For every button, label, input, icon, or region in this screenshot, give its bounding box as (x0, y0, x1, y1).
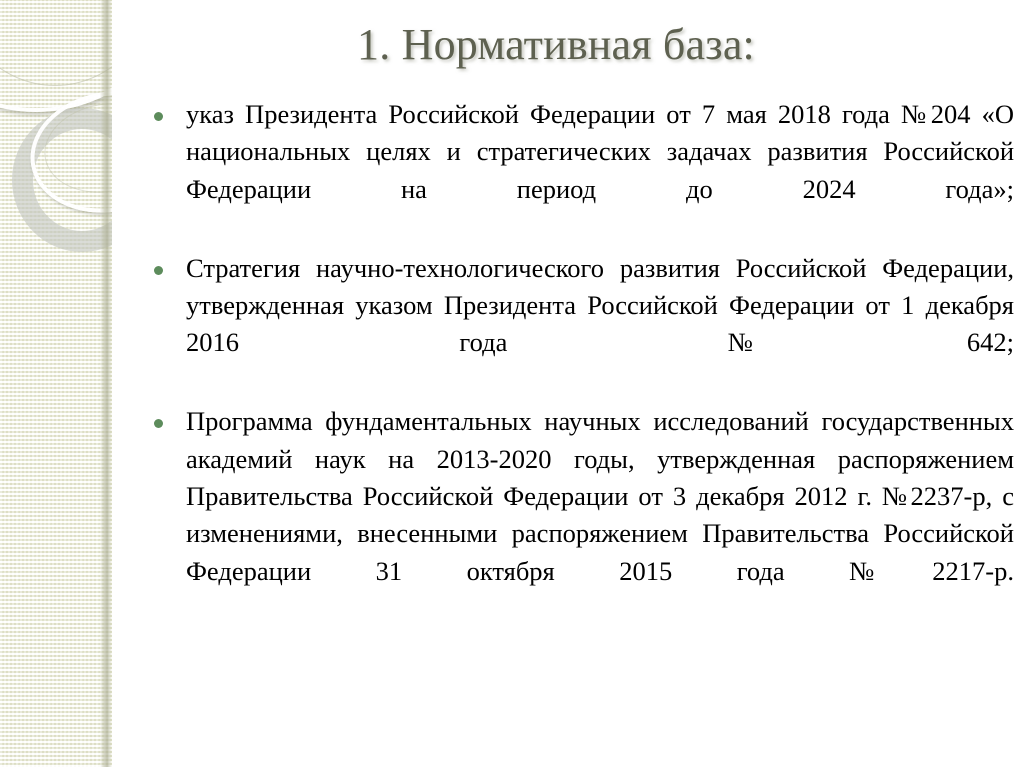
list-item (150, 403, 1014, 627)
page-title: 1. Нормативная база: (357, 20, 755, 69)
list-item (150, 250, 1014, 400)
slide-content (112, 0, 1024, 767)
sidebar-edge-shadow (100, 0, 112, 767)
list-item (150, 96, 1014, 246)
list-item-text: Программа фундаментальных научных исследований государственных академий наук на 2013-2020 годы, утвержденная распоряжением Правительства Российской Федерации от 3 декабря 2012 г. №2237-р, с изменениями, внесенными распоряжением Правительства Российской Федерации 31 октября 2015 года №2217-р. (186, 406, 1014, 586)
bullet-point-icon (154, 112, 163, 121)
list-item-text: Стратегия научно-технологического развития Российской Федерации, утвержденная указом Президента Российской Федерации от 1 декабря 2016 года №642; (186, 252, 1014, 358)
bullet-point-icon (154, 266, 163, 275)
bullet-point-icon (154, 419, 163, 428)
decorative-sidebar (0, 0, 112, 767)
list-item-text: указ Президента Российской Федерации от 7 мая 2018 года №204 «О национальных целях и стратегических задачах развития Российской Федерации на период до 2024 года»; (186, 99, 1014, 204)
bullet-list (150, 96, 1014, 628)
large-arc-faint-icon (0, 0, 112, 86)
